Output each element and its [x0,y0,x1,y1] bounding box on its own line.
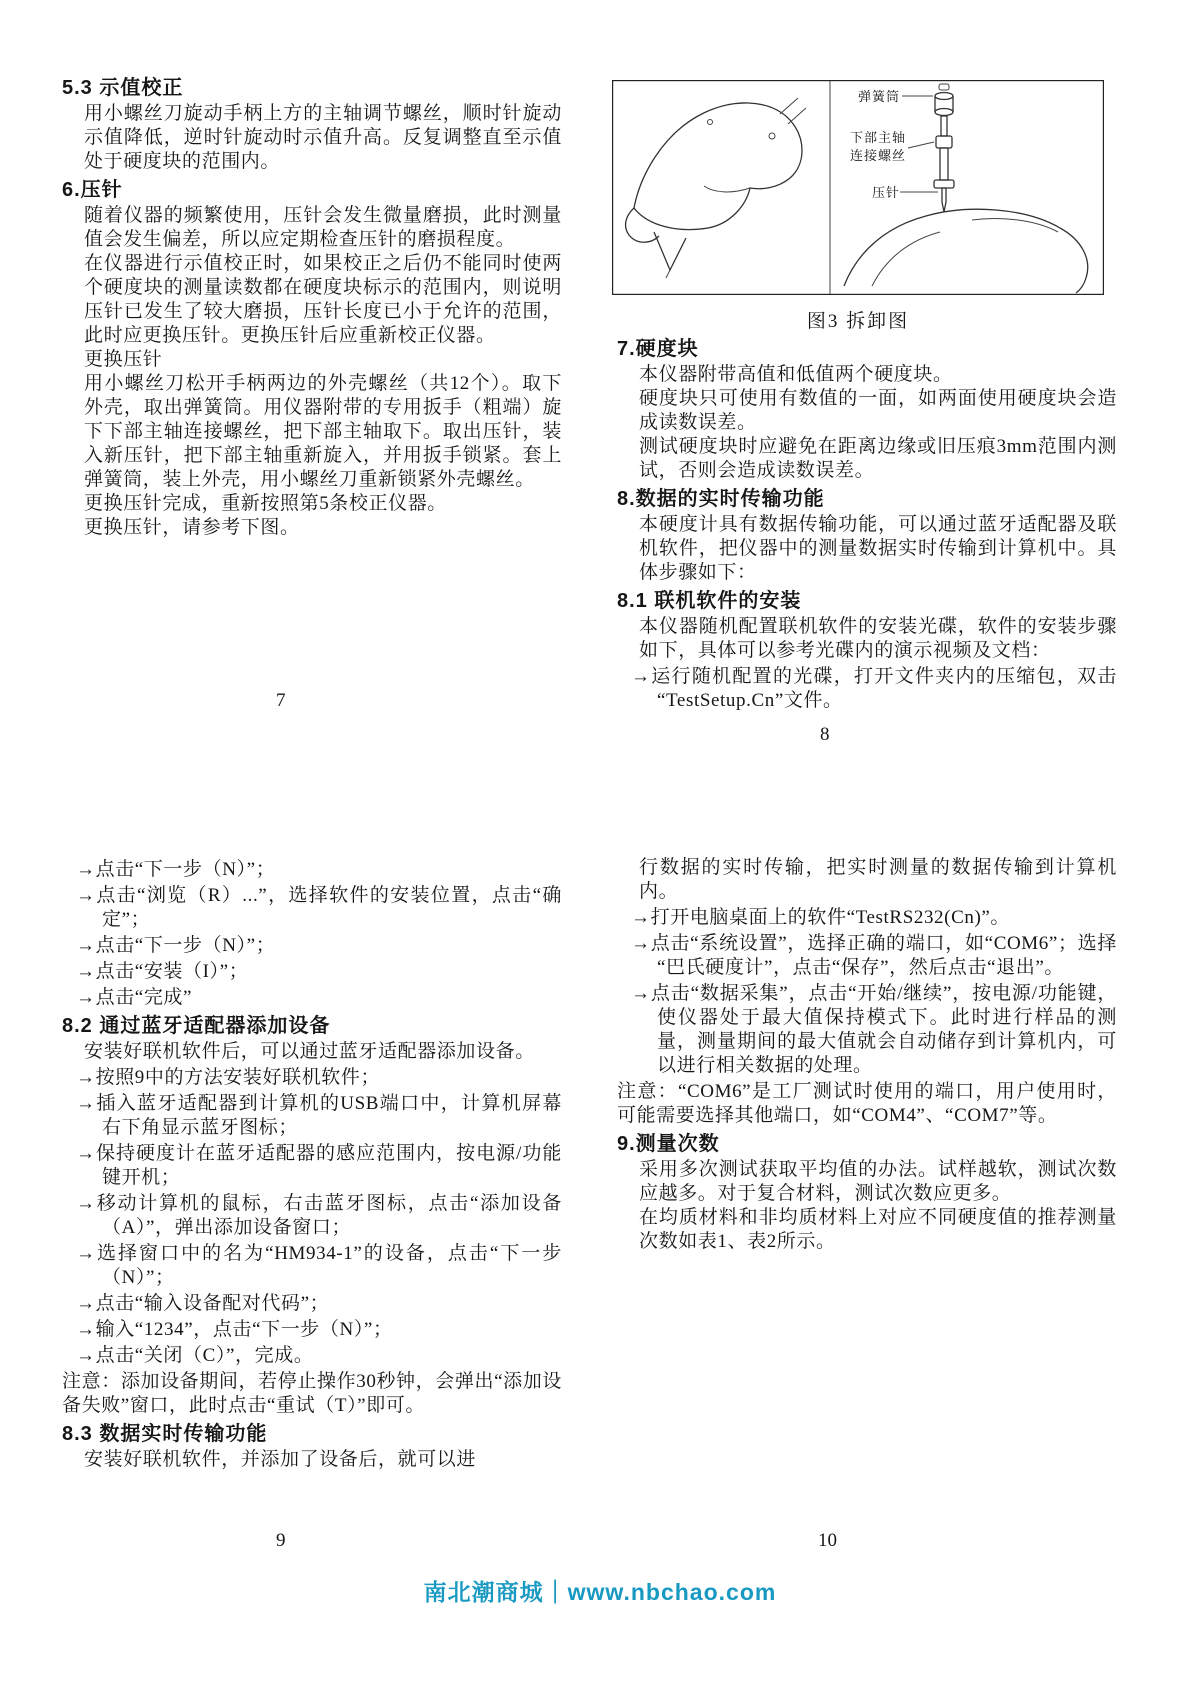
paragraph: 本仪器附带高值和低值两个硬度块。 [639,364,953,385]
paragraph: 本仪器随机配置联机软件的安装光碟，软件的安装步骤如下，具体可以参考光碟内的演示视频及文档： [639,616,1117,661]
step-item: →点击“安装（I）”； [76,961,249,982]
step-item: →输入“1234”，点击“下一步（N）”； [76,1319,393,1340]
paragraph: 安装好联机软件，并添加了设备后，就可以进 [84,1449,477,1470]
heading-8-3-realtime-transfer: 8.3 数据实时传输功能 [62,1423,268,1445]
paragraph: 测试硬度块时应避免在距离边缘或旧压痕3mm范围内测试，否则会造成读数误差。 [639,436,1117,481]
step-item: →移动计算机的鼠标，右击蓝牙图标，点击“添加设备（A）”，弹出添加设备窗口； [76,1193,562,1238]
figure-label-spring-tube: 弹簧筒 [858,89,901,104]
paragraph: 在仪器进行示值校正时，如果校正之后仍不能同时使两个硬度块的测量读数都在硬度块标示的范围内，则说明压针已发生了较大磨损，压针长度已小于允许的范围，此时应更换压针。更换压针后应重新校正仪器。 [84,253,562,346]
page-number-8: 8 [820,724,830,745]
page-9-column [62,856,562,1472]
heading-6-indenter: 6.压针 [62,179,123,201]
page-number-9: 9 [276,1530,286,1551]
paragraph: 更换压针，请参考下图。 [84,517,300,538]
step-item: →点击“输入设备配对代码”； [76,1293,330,1314]
site-watermark: 南北潮商城｜www.nbchao.com [423,1579,777,1605]
figure-border [613,81,1104,295]
paragraph: 随着仪器的频繁使用，压针会发生微量磨损，此时测量值会发生偏差，所以应定期检查压针的磨损程度。 [84,205,562,250]
step-item: →点击“下一步（N）”； [76,859,276,880]
step-item: →点击“下一步（N）”； [76,935,276,956]
paragraph: 采用多次测试获取平均值的办法。试样越软，测试次数应越多。对于复合材料，测试次数应更多。 [639,1159,1117,1204]
paragraph: 更换压针 [84,349,163,370]
note-paragraph: 注意：“COM6”是工厂测试时使用的端口，用户使用时，可能需要选择其他端口，如“COM4”、“COM7”等。 [617,1081,1117,1126]
figure-label-connecting-screw: 连接螺丝 [850,148,907,163]
step-item: →点击“浏览（R）...”，选择软件的安装位置，点击“确定”； [76,885,562,930]
heading-8-2-bluetooth-add-device: 8.2 通过蓝牙适配器添加设备 [62,1015,331,1037]
step-item: →打开电脑桌面上的软件“TestRS232(Cn)”。 [631,907,1011,928]
page-8-column [617,333,1117,715]
page-7-column [62,72,562,540]
step-item: →点击“数据采集”，点击“开始/继续”，按电源/功能键，使仪器处于最大值保持模式下。此时进行样品的测量，测量期间的最大值就会自动储存到计算机内，可以进行相关数据的处理。 [631,983,1117,1076]
paragraph: 更换压针完成，重新按照第5条校正仪器。 [84,493,447,514]
page-10-column [617,856,1117,1254]
figure-3-disassembly [612,80,1104,333]
heading-8-data-transfer: 8.数据的实时传输功能 [617,488,825,510]
figure-caption: 图3 拆卸图 [806,311,910,332]
page-number-10: 10 [818,1530,837,1551]
figure-label-lower-spindle: 下部主轴 [850,130,907,145]
step-item: →插入蓝牙适配器到计算机的USB端口中，计算机屏幕右下角显示蓝牙图标； [76,1093,562,1138]
step-item: →点击“关闭（C）”，完成。 [76,1345,314,1366]
paragraph: 用小螺丝刀松开手柄两边的外壳螺丝（共12个）。取下外壳，取出弹簧筒。用仪器附带的专用扳手（粗端）旋下下部主轴连接螺丝，把下部主轴取下。取出压针，装入新压针，把下部主轴重新旋入，并用扳手锁紧。套上弹簧筒，装上外壳，用小螺丝刀重新锁紧外壳螺丝。 [84,373,562,490]
step-item: →运行随机配置的光碟，打开文件夹内的压缩包，双击“TestSetup.Cn”文件。 [631,666,1117,711]
heading-5-3-indication-calibration: 5.3 示值校正 [62,77,184,99]
step-item: →点击“系统设置”，选择正确的端口，如“COM6”；选择“巴氏硬度计”，点击“保存”，然后点击“退出”。 [631,933,1117,978]
paragraph: 在均质材料和非均质材料上对应不同硬度值的推荐测量次数如表1、表2所示。 [639,1207,1117,1252]
paragraph: 安装好联机软件后，可以通过蓝牙适配器添加设备。 [84,1041,535,1062]
step-item: →点击“完成” [76,987,193,1008]
step-item: →按照9中的方法安装好联机软件； [76,1067,381,1088]
heading-9-measurement-count: 9.测量次数 [617,1133,720,1155]
paragraph: 用小螺丝刀旋动手柄上方的主轴调节螺丝，顺时针旋动示值降低，逆时针旋动时示值升高。反复调整直至示值处于硬度块的范围内。 [84,103,562,172]
page-number-7: 7 [276,690,286,711]
step-item: →选择窗口中的名为“HM934-1”的设备，点击“下一步（N）”； [76,1243,562,1288]
step-item: →保持硬度计在蓝牙适配器的感应范围内，按电源/功能键开机； [76,1143,562,1188]
paragraph: 硬度块只可使用有数值的一面，如两面使用硬度块会造成读数误差。 [639,388,1117,433]
disassembly-drawing [612,80,1104,295]
note-paragraph: 注意：添加设备期间，若停止操作30秒钟，会弹出“添加设备失败”窗口，此时点击“重试（T）”即可。 [62,1371,562,1416]
paragraph: 行数据的实时传输，把实时测量的数据传输到计算机内。 [639,857,1117,902]
heading-7-hardness-block: 7.硬度块 [617,338,699,360]
paragraph: 本硬度计具有数据传输功能，可以通过蓝牙适配器及联机软件，把仪器中的测量数据实时传输到计算机中。具体步骤如下： [639,514,1117,583]
heading-8-1-software-install: 8.1 联机软件的安装 [617,590,802,612]
figure-label-indenter: 压针 [872,185,901,200]
